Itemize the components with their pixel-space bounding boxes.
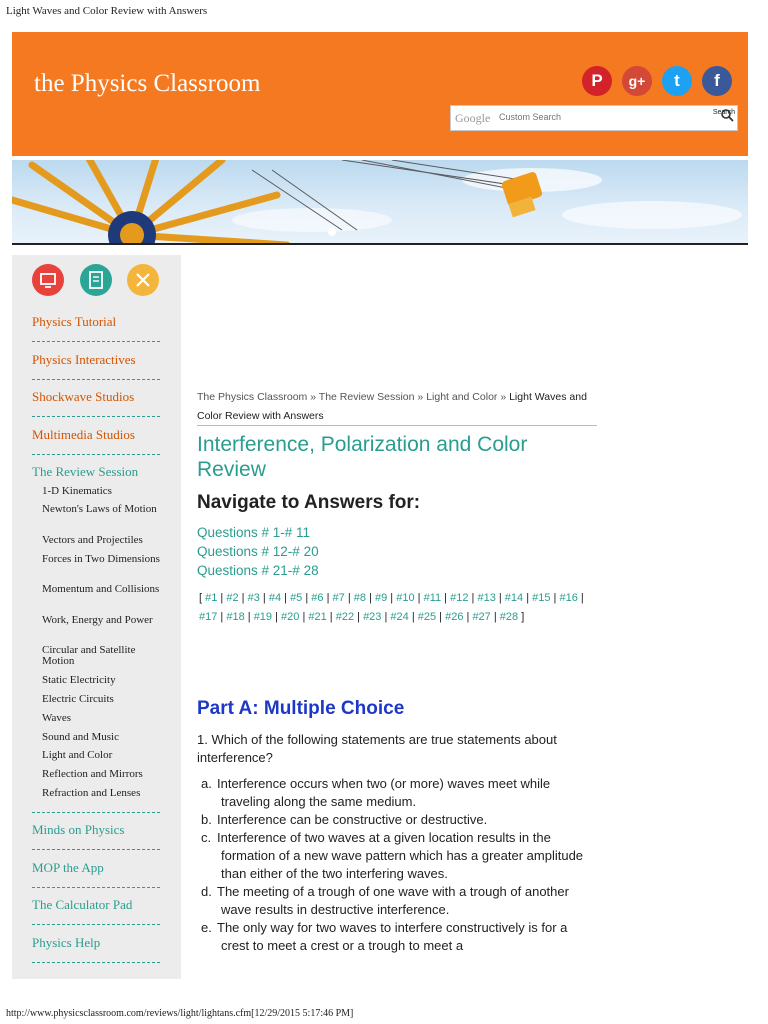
question-number-link[interactable]: #18: [226, 611, 245, 623]
breadcrumb-divider: [197, 425, 597, 426]
nav-sub-item[interactable]: Forces in Two Dimensions: [42, 553, 160, 565]
nav-sub-item[interactable]: Waves: [42, 712, 72, 724]
question-number-links: [ #1 | #2 | #3 | #4 | #5 | #6 | #7 | #8 | #9 | #10 | #11 | #12 | #13 | #14 | #15 | #16 | #17 | #18 | #19 | #20 | #21 | #22 | #23 | #24 | #25 | #26 | #27 | #28 ]: [199, 592, 584, 623]
question-number-link[interactable]: #3: [247, 592, 260, 604]
answer-options: [197, 775, 592, 955]
question-group-link[interactable]: Questions # 1-# 11: [197, 525, 311, 540]
nav-mop-app[interactable]: MOP the App: [32, 860, 104, 875]
nav-sub-item[interactable]: Sound and Music: [42, 731, 119, 743]
nav-divider: [32, 341, 160, 342]
page-title: Interference, Polarization and Color Review: [197, 433, 528, 481]
facebook-icon[interactable]: f: [702, 66, 732, 96]
tools-icon[interactable]: [127, 264, 159, 296]
nav-physics-help[interactable]: Physics Help: [32, 935, 101, 950]
answer-option: [197, 919, 592, 955]
site-title[interactable]: the Physics Classroom: [34, 70, 261, 97]
question-number-link[interactable]: #5: [290, 592, 303, 604]
breadcrumb-separator: »: [500, 391, 507, 403]
navigate-heading: Navigate to Answers for:: [197, 492, 421, 513]
answer-option: [197, 883, 592, 919]
search-button[interactable]: [713, 109, 735, 116]
search-button-label: Search: [712, 109, 735, 116]
question-number-link[interactable]: #11: [423, 592, 442, 604]
notepad-icon[interactable]: [80, 264, 112, 296]
nav-divider: [32, 962, 160, 963]
nav-divider: [32, 849, 160, 850]
question-number-link[interactable]: #26: [445, 611, 464, 623]
question-number-link[interactable]: #25: [417, 611, 437, 623]
nav-sub-item[interactable]: Refraction and Lenses: [42, 787, 141, 799]
nav-sub-item[interactable]: Newton's Laws of Motion: [42, 503, 157, 515]
question-number-link[interactable]: #6: [311, 592, 324, 604]
question-number-link[interactable]: #28: [499, 611, 519, 623]
option-label: c.: [201, 830, 212, 845]
nav-multimedia-studios[interactable]: Multimedia Studios: [32, 427, 135, 442]
question-number-link[interactable]: #8: [353, 592, 367, 604]
question-number-link[interactable]: #7: [332, 592, 345, 604]
google-plus-icon[interactable]: g+: [622, 66, 652, 96]
nav-sub-item[interactable]: Electric Circuits: [42, 693, 114, 705]
question-stem: 1. Which of the following statements are true statements about interference?: [197, 732, 557, 765]
question-number-link[interactable]: #22: [335, 611, 355, 623]
search-icon: [720, 108, 734, 122]
twitter-icon[interactable]: t: [662, 66, 692, 96]
nav-sub-item[interactable]: Static Electricity: [42, 674, 116, 686]
question-number-link[interactable]: #12: [450, 592, 469, 604]
question-number-link[interactable]: #19: [253, 611, 273, 623]
question-number-link[interactable]: #23: [363, 611, 382, 623]
breadcrumb-link[interactable]: The Physics Classroom: [197, 391, 308, 403]
question-group-link[interactable]: Questions # 21-# 28: [197, 563, 319, 578]
pinterest-icon[interactable]: P: [582, 66, 612, 96]
question-number-link[interactable]: #21: [308, 611, 327, 623]
nav-calculator-pad[interactable]: The Calculator Pad: [32, 897, 133, 912]
question-number-link[interactable]: #9: [375, 592, 388, 604]
option-text: Interference of two waves at a given location results in the formation of a new wave pattern which has a greater amplitude than either of the two interfering waves.: [217, 830, 584, 881]
question-number-link[interactable]: #16: [559, 592, 578, 604]
banner-image: [12, 160, 748, 245]
breadcrumb-separator: »: [310, 391, 317, 403]
monitor-icon[interactable]: [32, 264, 64, 296]
question-number-link[interactable]: #15: [532, 592, 551, 604]
question-group-link[interactable]: Questions # 12-# 20: [197, 544, 319, 559]
breadcrumb-current: Light Waves and Color Review with Answers: [197, 391, 587, 422]
option-label: b.: [201, 812, 212, 827]
sidebar: [12, 255, 181, 979]
nav-divider: [32, 416, 160, 417]
breadcrumb-separator: »: [417, 391, 424, 403]
print-page-title: Light Waves and Color Review with Answers: [6, 5, 208, 17]
question-number-link[interactable]: #24: [390, 611, 409, 623]
print-page-footer: http://www.physicsclassroom.com/reviews/light/lightans.cfm[12/29/2015 5:17:46 PM]: [6, 1008, 354, 1019]
nav-divider: [32, 454, 160, 455]
option-text: Interference occurs when two (or more) waves meet while traveling along the same medium.: [217, 776, 551, 809]
amusement-ride-illustration: [12, 160, 748, 243]
question-number-link[interactable]: #17: [199, 611, 218, 623]
nav-sub-item[interactable]: Momentum and Collisions: [42, 583, 160, 595]
nav-sub-item[interactable]: Reflection and Mirrors: [42, 768, 143, 780]
part-a-heading: Part A: Multiple Choice: [197, 698, 405, 719]
option-text: The only way for two waves to interfere constructively is for a crest to meet a crest or a trough to meet a: [217, 920, 568, 953]
answer-option: [197, 775, 592, 811]
breadcrumb-link[interactable]: The Review Session: [318, 391, 415, 403]
option-label: d.: [201, 884, 212, 899]
nav-divider: [32, 812, 160, 813]
question-number-link[interactable]: #1: [205, 592, 218, 604]
nav-divider: [32, 379, 160, 380]
nav-physics-interactives[interactable]: Physics Interactives: [32, 352, 136, 367]
question-1: [197, 731, 592, 955]
question-number-link[interactable]: #10: [396, 592, 415, 604]
site-header: [12, 32, 748, 156]
nav-sub-item[interactable]: Circular and Satellite Motion: [42, 644, 136, 667]
search-input[interactable]: [451, 106, 739, 128]
breadcrumb-link[interactable]: Light and Color: [426, 391, 498, 403]
answer-option: [197, 829, 592, 883]
search-box: [450, 105, 738, 131]
nav-sub-item[interactable]: Work, Energy and Power: [42, 614, 153, 626]
question-number-link[interactable]: #2: [226, 592, 239, 604]
nav-review-session[interactable]: The Review Session: [32, 464, 139, 479]
option-text: The meeting of a trough of one wave with a trough of another wave results in destructive interference.: [217, 884, 569, 917]
nav-minds-on-physics[interactable]: Minds on Physics: [32, 822, 125, 837]
google-logo: Google: [455, 111, 491, 125]
nav-divider: [32, 887, 160, 888]
question-number-link[interactable]: #27: [472, 611, 491, 623]
question-number-link[interactable]: #13: [477, 592, 496, 604]
question-number-link[interactable]: #20: [281, 611, 300, 623]
option-label: e.: [201, 920, 212, 935]
nav-sub-item[interactable]: Light and Color: [42, 749, 113, 761]
question-number-link[interactable]: #14: [504, 592, 524, 604]
answer-option: [197, 811, 592, 829]
nav-sub-item[interactable]: 1-D Kinematics: [42, 485, 112, 497]
nav-divider: [32, 924, 160, 925]
nav-shockwave-studios[interactable]: Shockwave Studios: [32, 389, 135, 404]
option-text: Interference can be constructive or destructive.: [217, 812, 488, 827]
breadcrumb: [197, 388, 597, 426]
nav-sub-item[interactable]: Vectors and Projectiles: [42, 534, 143, 546]
nav-physics-tutorial[interactable]: Physics Tutorial: [32, 314, 117, 329]
option-label: a.: [201, 776, 212, 791]
question-number-link[interactable]: #4: [268, 592, 282, 604]
